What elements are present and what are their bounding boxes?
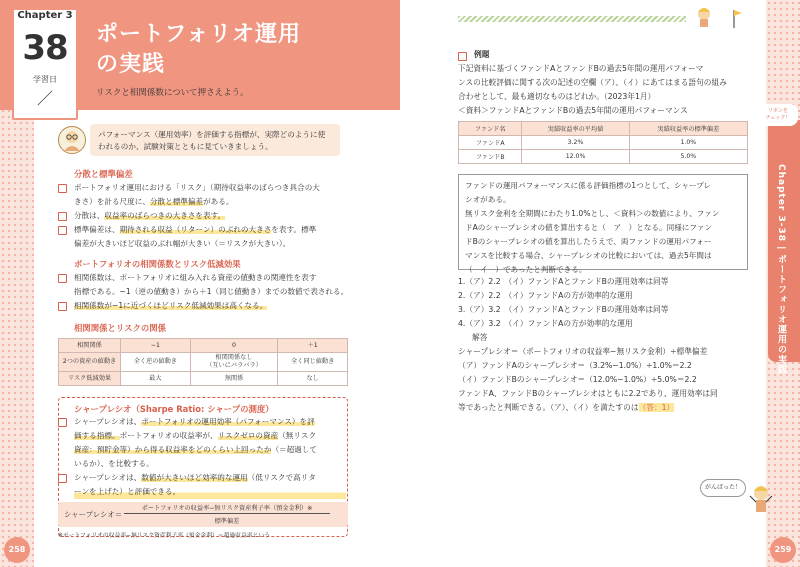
checkbox[interactable]: [58, 418, 67, 427]
text-line: ドAのシャープレシオの値を算出すると（ ア ）となる。同様にファン: [465, 223, 713, 232]
table-header: −1: [121, 339, 191, 353]
table-cell: 無関係: [190, 372, 278, 386]
text-line: （ イ ）であったと判断できる。: [465, 265, 587, 274]
choice-list: [458, 275, 750, 331]
example-text: [458, 62, 750, 118]
section-heading-correlation: ポートフォリオの相関係数とリスク低減効果: [74, 259, 241, 269]
table-header: 0: [190, 339, 278, 353]
choice-item: 1.（ア）2.2 （イ）ファンドAとファンドBの運用効率は同等: [458, 277, 669, 286]
highlight-text: 価する指標。: [74, 431, 120, 440]
correlation-table: [58, 338, 348, 386]
highlight-text: 資産：預貯金等）から得る収益率をどのくらい上回ったか: [74, 445, 272, 454]
table-header: ＋1: [278, 339, 348, 353]
text-line: ンスの比較評価に関する次の記述の空欄（ア）、（イ）にあてはまる語句の組み: [458, 78, 727, 87]
speech-bubble: がんばった！: [700, 479, 746, 497]
page-number-right: 259: [770, 537, 796, 563]
cheering-character-icon: [748, 484, 774, 520]
highlight-text: 収益率のばらつきの大きさを表す。: [104, 211, 226, 220]
section-heading-sharpe: シャープレシオ（Sharpe Ratio: シャープの測度）: [74, 404, 274, 414]
ribbon-check-badge: リボンを チェック！: [758, 104, 798, 126]
character-avatar-icon: [58, 126, 86, 154]
page-subtitle: リスクと相関係数について押さえよう。: [96, 88, 249, 98]
page-title-line2: の実践: [96, 52, 166, 77]
formula-label: シャープレシオ＝: [64, 510, 123, 519]
table-header: ファンド名: [459, 122, 522, 136]
answer-final: （答：1）: [638, 403, 675, 412]
text-line: シオがある。: [465, 195, 511, 204]
study-day-slash: ／: [36, 89, 53, 108]
text-line: ＜資料＞ファンドAとファンドBの過去5年間の運用パフォーマンス: [458, 106, 688, 115]
runner-character-icon: [690, 6, 746, 30]
table-cell: 3.2%: [522, 136, 629, 150]
text-line: ファンドの運用パフォーマンスに係る評価指標の1つとして、シャープレ: [465, 181, 712, 190]
table-cell: [190, 353, 278, 372]
text-line: マンスを比較する場合、シャープレシオの比較においては、過去5年間は: [465, 251, 712, 260]
text-span: を表す。標準: [271, 225, 317, 234]
example-label: 例題: [474, 50, 490, 59]
checkbox[interactable]: [58, 226, 67, 235]
correlation-item-2: [74, 299, 364, 313]
checkbox[interactable]: [58, 474, 67, 483]
dispersion-item-2: [74, 209, 364, 223]
table-cell: 最大: [121, 372, 191, 386]
table-header: 相関関係: [59, 339, 121, 353]
page-title-line1: ポートフォリオ運用: [96, 22, 302, 47]
dispersion-item-1: [74, 181, 364, 209]
decorative-green-line: [458, 16, 686, 22]
sharpe-item-2: [74, 471, 346, 499]
table-cell: 全く同じ値動き: [278, 353, 348, 372]
checkbox[interactable]: [58, 274, 67, 283]
answer-label: 解答: [472, 333, 488, 342]
formula-denominator: 標準偏差: [214, 518, 240, 525]
sharpe-item-1: [74, 415, 346, 471]
text-line: 合わせとして、最も適切なものはどれか。（2023年1月）: [458, 92, 656, 101]
answer-text: [458, 345, 752, 415]
dispersion-item-3: [74, 223, 364, 251]
text-span: ポートフォリオの収益率が、: [119, 431, 218, 440]
text-line: いるか）、を比較する。: [74, 459, 154, 468]
table-cell: 1.0%: [629, 136, 747, 150]
highlight-text: 分散と標準偏差: [149, 197, 204, 206]
text-line: 無リスク金利を全期間にわたり1.0%とし、＜資料＞の数値により、ファン: [465, 209, 720, 218]
text-span: （＝超過して: [271, 445, 317, 454]
text-line: 相関係数は、ポートフォリオに組み入れる資産の値動きの関連性を表す: [74, 273, 317, 282]
table-cell: 全く逆の値動き: [121, 353, 191, 372]
highlight-text: ポートフォリオの運用効率（パフォーマンス）を評: [141, 417, 315, 426]
text-span: 標準偏差は、: [74, 225, 120, 234]
highlight-text: 期待される収益（リターン）のぶれの大きさ: [119, 225, 272, 234]
chapter-tab-label: Chapter 3-38 | ポートフォリオ運用の実践: [776, 164, 786, 375]
text-line: 偏差が大きいほど収益のぶれ幅が大きい（＝リスクが大きい）。: [74, 239, 291, 248]
text-span: きさ）を計る尺度に、: [74, 197, 150, 206]
text-span: シャープレシオは、: [74, 417, 142, 426]
text-line: （ア）ファンドAのシャープレシオ＝（3.2%−1.0%）÷1.0%＝2.2: [458, 361, 692, 370]
text-line: シャープレシオ＝（ポートフォリオの収益率−無リスク金利）÷標準偏差: [458, 347, 708, 356]
table-header: 実績収益率の平均値: [522, 122, 629, 136]
section-heading-dispersion: 分散と標準偏差: [74, 169, 133, 179]
problem-box: [458, 174, 748, 274]
correlation-item-1: [74, 271, 364, 299]
table-row-header: リスク低減効果: [59, 372, 121, 386]
highlight-text: 数値が大きいほど効率的な運用: [141, 473, 248, 482]
text-span: がある。: [203, 197, 234, 206]
table-cell: ファンドA: [459, 136, 522, 150]
section-heading-relation: 相関関係とリスクの関係: [74, 323, 166, 333]
formula-footnote: ※ポートフォリオの収益率−無リスク資産利子率（預金金利）＝超過収益率という: [58, 533, 270, 539]
checkbox[interactable]: [58, 302, 67, 311]
text-line: ファンドA、ファンドBのシャープレシオはともに2.2であり、運用効率は同: [458, 389, 718, 398]
highlight-text: ーンを上げた）と評価できる。: [74, 485, 346, 499]
table-cell: ファンドB: [459, 150, 522, 164]
table-row-header: 2つの資産の値動き: [59, 353, 121, 372]
chapter-number: 38: [22, 28, 68, 68]
text-line: ポートフォリオ運用における「リスク」（期待収益率のばらつき具合の大: [74, 183, 320, 192]
highlight-text: リスクゼロの資産: [217, 431, 279, 440]
fraction-line: [124, 513, 330, 514]
text-span: （無リスク: [278, 431, 317, 440]
highlight-text: 相関係数が−1に近づくほどリスク低減効果は高くなる。: [74, 301, 268, 310]
fund-table: [458, 121, 748, 164]
table-cell: 5.0%: [629, 150, 747, 164]
intro-line: パフォーマンス（運用効率）を評価する指標が、実際どのように使: [98, 130, 326, 139]
formula-numerator: ポートフォリオの収益率−無リスク資産利子率（預金金利）※: [141, 505, 313, 512]
checkbox[interactable]: [58, 184, 67, 193]
text-line: （イ）ファンドBのシャープレシオ＝（12.0%−1.0%）÷5.0%＝2.2: [458, 375, 697, 384]
text-line: ドBのシャープレシオの値を算出したうえで、両ファンドの運用パフォー: [465, 237, 712, 246]
study-day-label: 学習日: [33, 75, 57, 84]
chapter-label: Chapter 3: [17, 10, 73, 21]
table-header: 実績収益率の標準偏差: [629, 122, 747, 136]
text-span: 等であったと判断できる。（ア）、（イ）を満たすのは: [458, 403, 639, 412]
text-line: 下記資料に基づくファンドAとファンドBの過去5年間の運用パフォーマ: [458, 64, 704, 73]
intro-box: [90, 124, 340, 156]
text-span: 分散は、: [74, 211, 105, 220]
table-cell: なし: [278, 372, 348, 386]
choice-item: 4.（ア）3.2 （イ）ファンドAの方が効率的な運用: [458, 319, 633, 328]
page-title: [96, 20, 301, 80]
checkbox[interactable]: [458, 52, 467, 61]
text-span: シャープレシオは、: [74, 473, 142, 482]
text-span: （低リスクで高リタ: [247, 473, 316, 482]
intro-line: われるのか、試験対策とともに見ていきましょう。: [98, 142, 273, 151]
choice-item: 3.（ア）3.2 （イ）ファンドAとファンドBの運用効率は同等: [458, 305, 669, 314]
cell-line: 相関関係なし: [215, 354, 253, 361]
choice-item: 2.（ア）2.2 （イ）ファンドAの方が効率的な運用: [458, 291, 633, 300]
text-line: 指標である。−1（逆の値動き）から＋1（同じ値動き）までの数値で表される。: [74, 287, 349, 296]
table-cell: 12.0%: [522, 150, 629, 164]
checkbox[interactable]: [58, 212, 67, 221]
page-number-left: 258: [4, 537, 30, 563]
cell-line: （互いにバラバラ）: [206, 362, 262, 369]
